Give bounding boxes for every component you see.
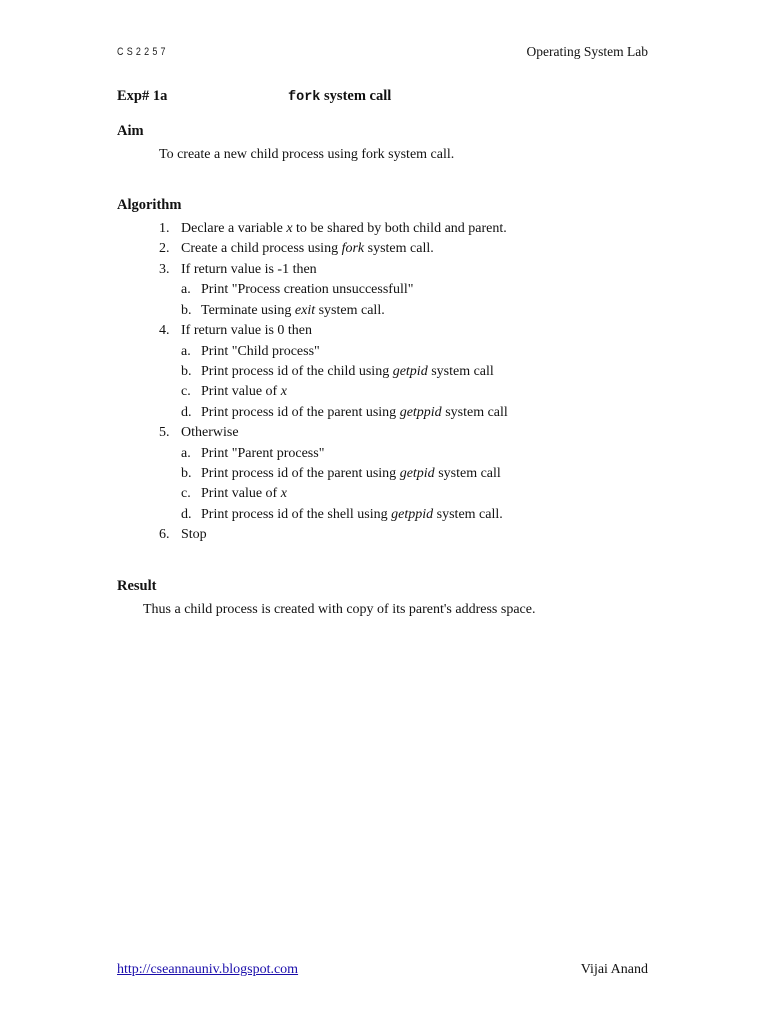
step-emphasis: x: [286, 221, 293, 236]
step-emphasis: fork: [341, 241, 365, 256]
algorithm-step-4d: [181, 405, 508, 421]
algorithm-step-5d: [181, 507, 503, 523]
footer-author: Vijai Anand: [580, 962, 648, 977]
substep-letter: a.: [181, 446, 191, 461]
algorithm-step-5b: [181, 466, 501, 482]
substep-text: Print process id of the parent using: [201, 405, 400, 420]
substep-letter: c.: [181, 486, 191, 501]
course-title: Operating System Lab: [526, 44, 648, 59]
substep-text: Print process id of the parent using: [201, 466, 400, 481]
step-number: 1.: [159, 221, 170, 236]
algorithm-step-5a: [181, 446, 324, 462]
algorithm-step-5c: [181, 486, 287, 502]
footer-blog-link[interactable]: http://cseannauniv.blogspot.com: [117, 962, 299, 977]
substep-emphasis: getppid: [391, 507, 434, 522]
substep-text-end: system call: [427, 364, 494, 379]
substep-emphasis: exit: [294, 303, 316, 318]
algorithm-step-1: [159, 221, 507, 237]
step-number: 4.: [159, 323, 170, 338]
substep-text-end: system call: [434, 466, 501, 481]
substep-text-end: system call.: [315, 303, 385, 318]
substep-emphasis: getpid: [399, 466, 435, 481]
algorithm-step-2: [159, 241, 434, 257]
substep-letter: d.: [181, 405, 192, 420]
algorithm-step-4: [159, 323, 312, 339]
algorithm-step-6: [159, 527, 207, 543]
substep-letter: b.: [181, 364, 192, 379]
substep-emphasis: x: [280, 384, 287, 399]
step-text-end: to be shared by both child and parent.: [292, 221, 507, 236]
substep-letter: a.: [181, 282, 191, 297]
step-text: Create a child process using: [181, 241, 342, 256]
result-text: Thus a child process is created with copy of its parent's address space.: [143, 602, 536, 617]
step-number: 3.: [159, 262, 170, 277]
step-number: 5.: [159, 425, 170, 440]
step-number: 6.: [159, 527, 170, 542]
substep-text: Print value of: [201, 384, 281, 399]
substep-letter: d.: [181, 507, 192, 522]
step-text: If return value is 0 then: [181, 323, 313, 338]
substep-text: Terminate using: [201, 303, 295, 318]
substep-text: Print "Process creation unsuccessfull": [201, 282, 414, 297]
substep-text: Print "Child process": [201, 344, 320, 359]
aim-heading: Aim: [117, 123, 144, 139]
step-text: Declare a variable: [181, 221, 287, 236]
experiment-title: [288, 88, 391, 105]
algorithm-step-5: [159, 425, 239, 441]
substep-text: Print process id of the shell using: [201, 507, 392, 522]
experiment-number: Exp# 1a: [117, 88, 168, 104]
algorithm-step-4b: [181, 364, 494, 380]
substep-letter: c.: [181, 384, 191, 399]
algorithm-step-3b: [181, 303, 385, 319]
substep-text: Print "Parent process": [201, 446, 325, 461]
substep-letter: a.: [181, 344, 191, 359]
algorithm-heading: Algorithm: [117, 197, 182, 213]
substep-text: Print process id of the child using: [201, 364, 393, 379]
substep-letter: b.: [181, 303, 192, 318]
substep-text: Print value of: [201, 486, 281, 501]
algorithm-step-3: [159, 262, 317, 278]
aim-text: To create a new child process using fork system call.: [159, 147, 455, 162]
substep-letter: b.: [181, 466, 192, 481]
step-number: 2.: [159, 241, 170, 256]
step-text-end: system call.: [364, 241, 434, 256]
substep-text-end: system call.: [433, 507, 503, 522]
step-text: Stop: [181, 527, 207, 542]
course-code: CS2257: [117, 45, 169, 58]
substep-emphasis: getppid: [399, 405, 442, 420]
experiment-title-rest: system call: [320, 88, 392, 104]
substep-emphasis: x: [280, 486, 287, 501]
step-text: Otherwise: [181, 425, 239, 440]
substep-text-end: system call: [441, 405, 508, 420]
experiment-title-code: fork: [288, 90, 321, 105]
algorithm-step-4a: [181, 344, 320, 360]
substep-emphasis: getpid: [392, 364, 428, 379]
result-heading: Result: [117, 578, 157, 594]
algorithm-step-4c: [181, 384, 287, 400]
step-text: If return value is -1 then: [181, 262, 317, 277]
algorithm-step-3a: [181, 282, 413, 298]
